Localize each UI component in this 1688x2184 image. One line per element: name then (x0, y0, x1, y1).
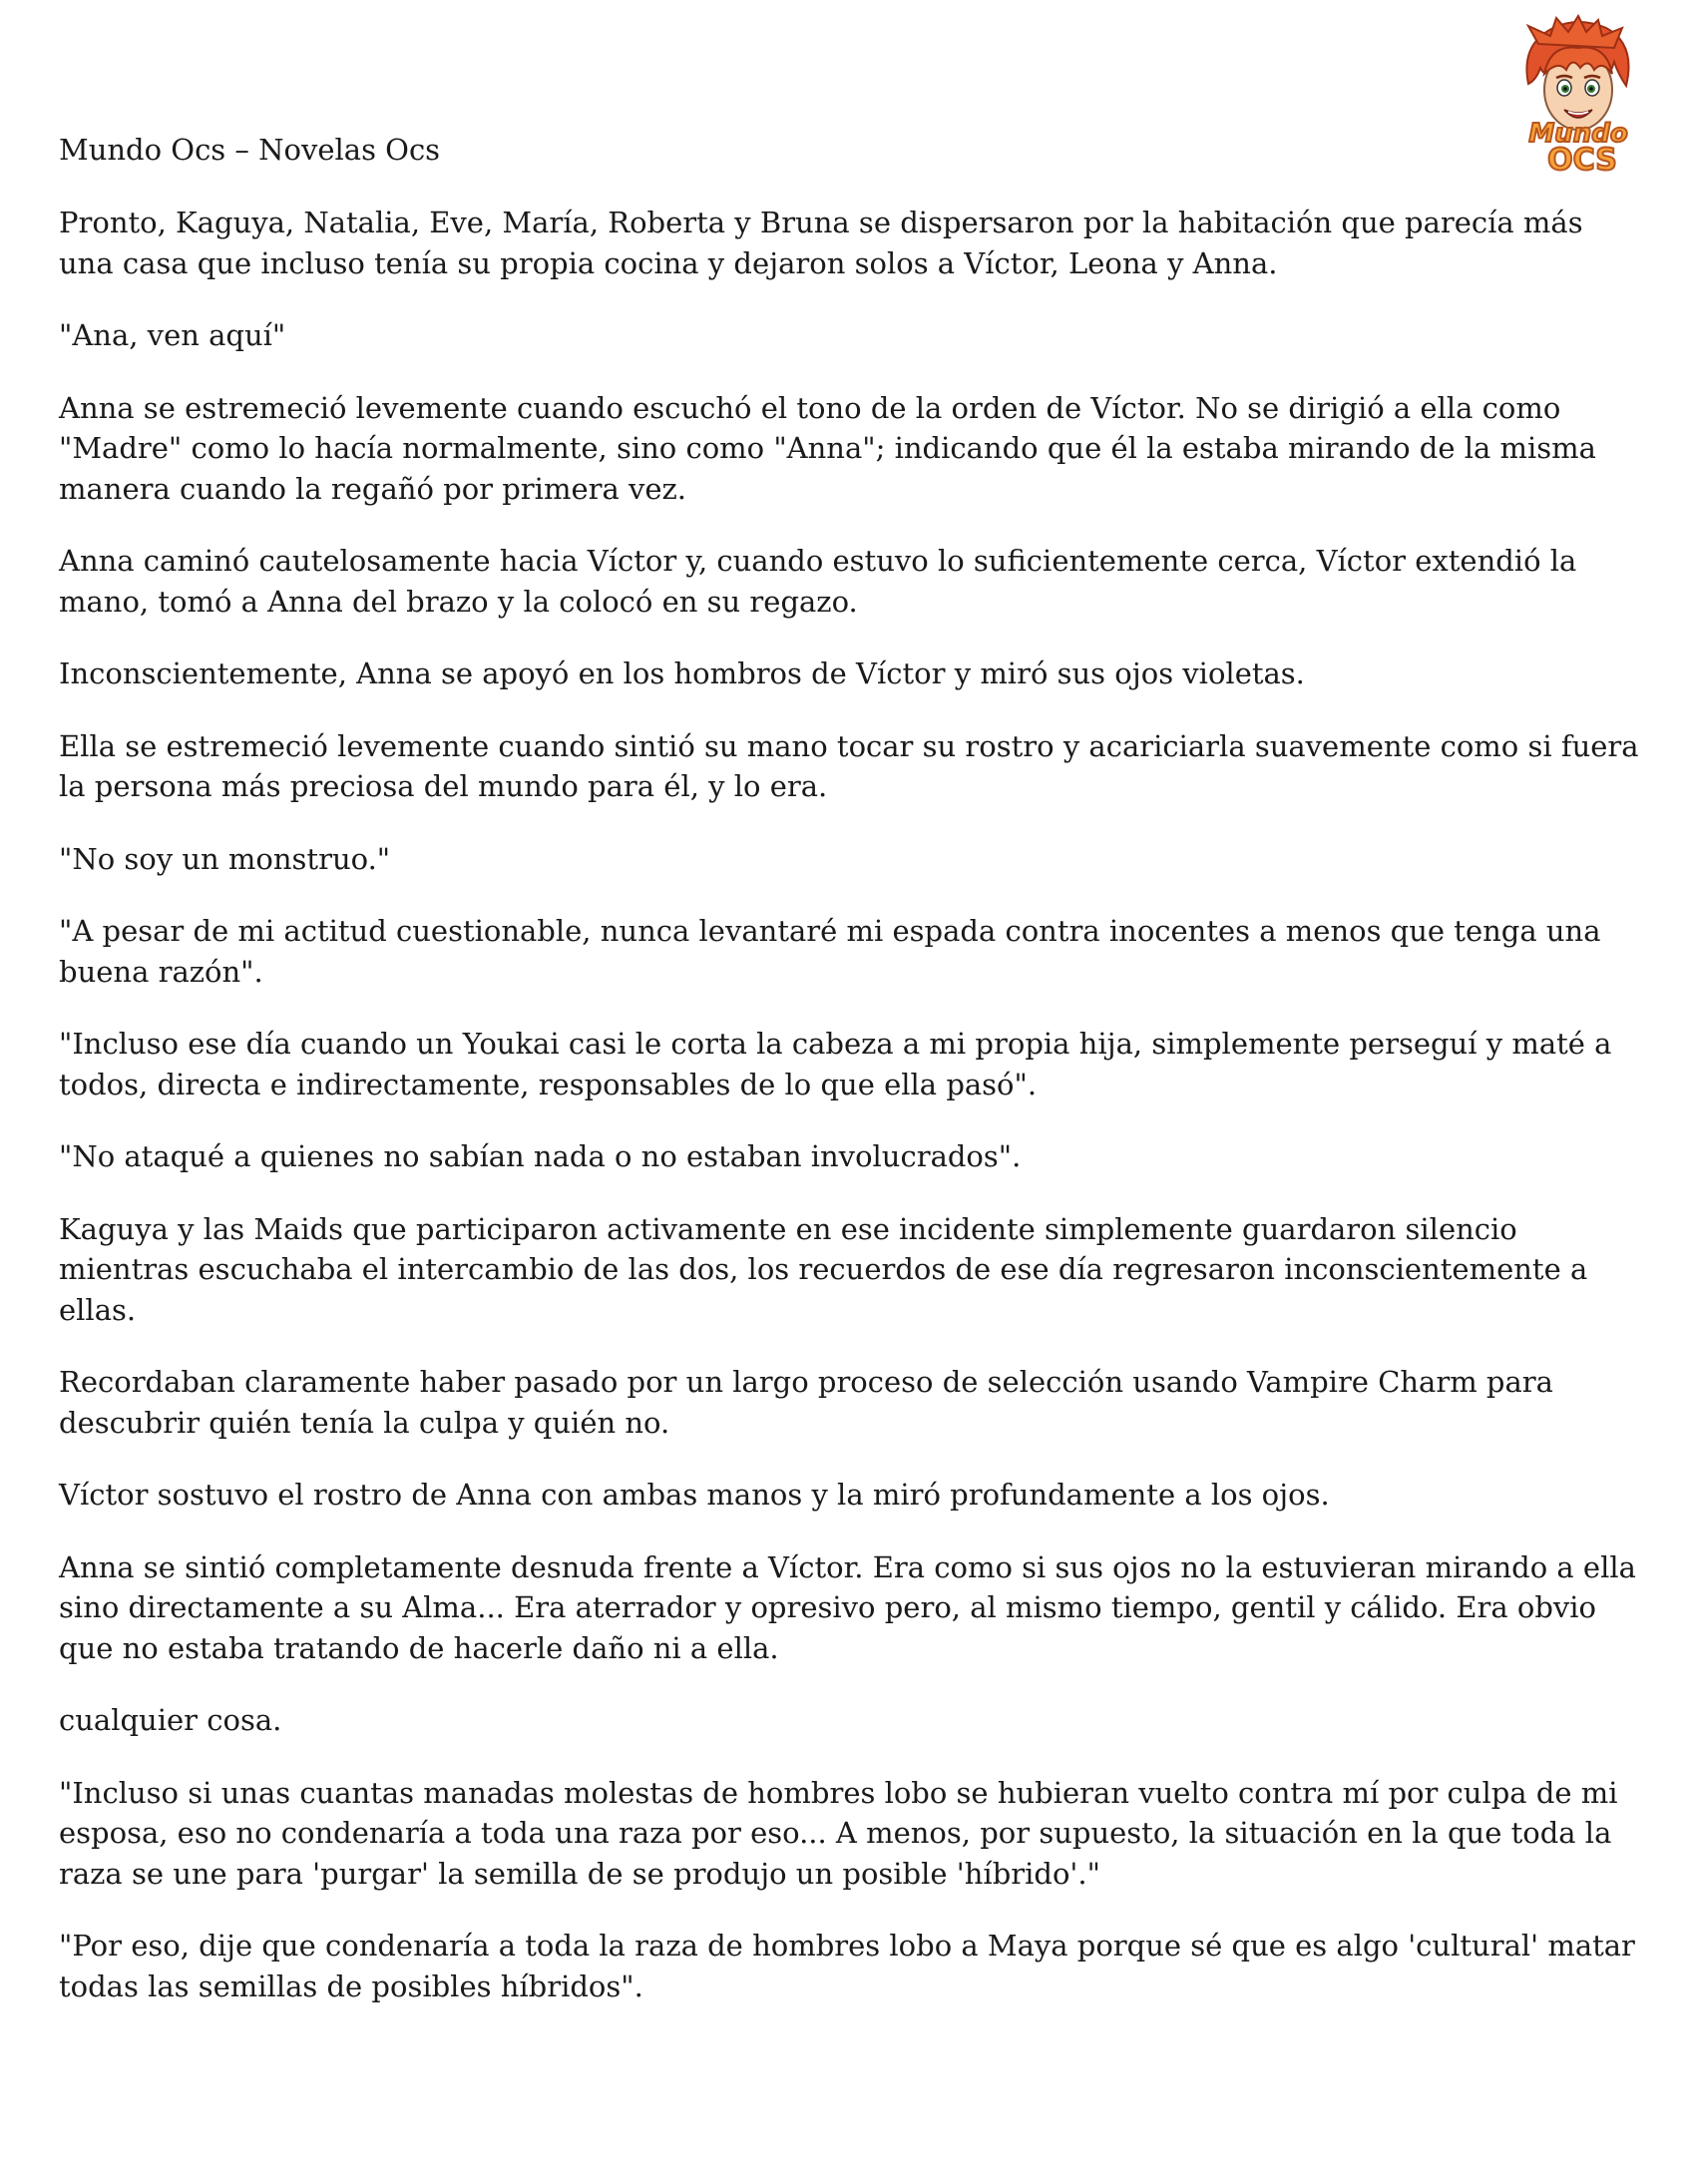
paragraph: Ella se estremeció levemente cuando sintió su mano tocar su rostro y acariciarla suavemente como si fuera la persona más preciosa del mundo para él, y lo era. (59, 728, 1639, 803)
paragraph: "Ana, ven aquí" (59, 318, 286, 352)
paragraph: Anna se sintió completamente desnuda frente a Víctor. Era como si sus ojos no la estuvieran mirando a ella sino directamente a su Alma... Era aterrador y opresivo pero, al mismo tiempo, gentil y cálido. Era obvio que no estaba tratando de hacerle daño ni a ella. (59, 1549, 1636, 1665)
paragraph: Recordaban claramente haber pasado por un largo proceso de selección usando Vampire Charm para descubrir quién tenía la culpa y quién no. (59, 1365, 1553, 1440)
svg-text:OCS: OCS (1547, 143, 1617, 174)
paragraph: "Por eso, dije que condenaría a toda la raza de hombres lobo a Maya porque sé que es algo 'cultural' matar todas las semillas de posibles híbridos". (59, 1929, 1635, 2003)
paragraph: Anna caminó cautelosamente hacia Víctor y, cuando estuvo lo suficientemente cerca, Víctor extendió la mano, tomó a Anna del brazo y la colocó en su regazo. (59, 544, 1577, 619)
paragraph: Pronto, Kaguya, Natalia, Eve, María, Roberta y Bruna se dispersaron por la habitación que parecía más una casa que incluso tenía su propia cocina y dejaron solos a Víctor, Leona y Anna. (59, 206, 1583, 280)
paragraph: "No ataqué a quienes no sabían nada o no estaban involucrados". (59, 1139, 1022, 1173)
logo-mascot-icon (1498, 14, 1658, 174)
mundo-ocs-logo (1498, 14, 1658, 174)
paragraph: "Incluso ese día cuando un Youkai casi le corta la cabeza a mi propia hija, simplemente perseguí y maté a todos, directa e indirectamente, responsables de lo que ella pasó". (59, 1027, 1612, 1101)
paragraph: Kaguya y las Maids que participaron activamente en ese incidente simplemente guardaron silencio mientras escuchaba el intercambio de las dos, los recuerdos de ese día regresaron inconscientemente a ellas. (59, 1211, 1588, 1327)
chapter-body (59, 203, 1645, 2038)
paragraph: cualquier cosa. (59, 1703, 282, 1737)
paragraph: "No soy un monstruo." (59, 841, 391, 876)
svg-text:Mundo: Mundo (1528, 119, 1628, 149)
paragraph: Anna se estremeció levemente cuando escuchó el tono de la orden de Víctor. No se dirigió a ella como "Madre" como lo hacía normalmente, sino como "Anna"; indicando que él la estaba mirando de la misma manera cuando la regañó por primera vez. (59, 390, 1596, 506)
paragraph: Inconscientemente, Anna se apoyó en los hombros de Víctor y miró sus ojos violetas. (59, 656, 1305, 690)
paragraph: "Incluso si unas cuantas manadas molestas de hombres lobo se hubieran vuelto contra mí por culpa de mi esposa, eso no condenaría a toda una raza por eso... A menos, por supuesto, la situación en la que toda la raza se une para 'purgar' la semilla de se produjo un posible 'híbrido'." (59, 1775, 1618, 1891)
page-header: Mundo Ocs – Novelas Ocs (59, 133, 441, 167)
paragraph: "A pesar de mi actitud cuestionable, nunca levantaré mi espada contra inocentes a menos que tenga una buena razón". (59, 914, 1601, 989)
paragraph: Víctor sostuvo el rostro de Anna con ambas manos y la miró profundamente a los ojos. (59, 1478, 1330, 1512)
